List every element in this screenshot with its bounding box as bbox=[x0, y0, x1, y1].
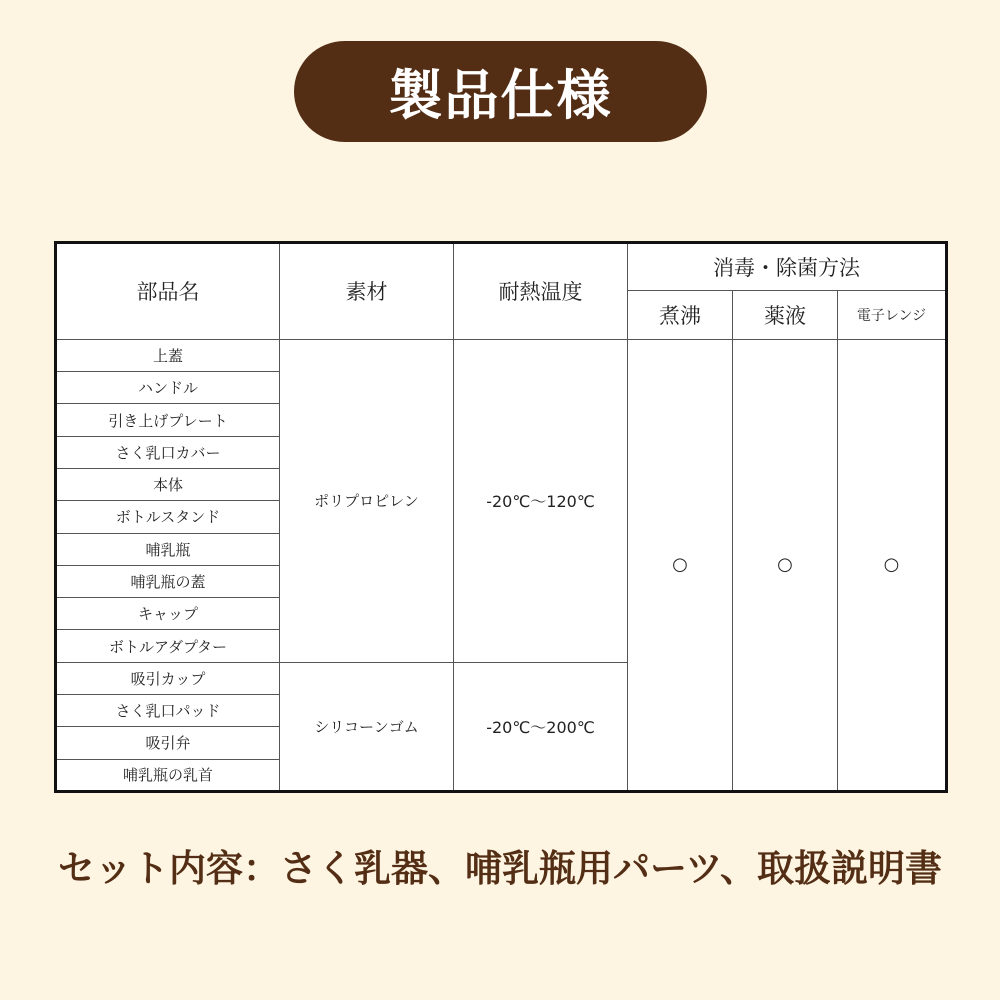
part-row: ボトルアダプター bbox=[56, 630, 280, 662]
set-contents-text: セット内容：さく乳器、哺乳瓶用パーツ、取扱説明書 bbox=[58, 847, 942, 890]
boiling-mark: ○ bbox=[628, 339, 733, 791]
part-row: 吸引弁 bbox=[56, 727, 280, 759]
part-row: 引き上げプレート bbox=[56, 404, 280, 436]
material-cell: シリコーンゴム bbox=[280, 662, 454, 791]
header-material: 素材 bbox=[280, 243, 454, 340]
title-banner bbox=[294, 41, 707, 142]
part-row: さく乳口カバー bbox=[56, 436, 280, 468]
part-row: 哺乳瓶 bbox=[56, 533, 280, 565]
material-cell: ポリプロピレン bbox=[280, 339, 454, 662]
header-heat-resistance: 耐熱温度 bbox=[454, 243, 628, 340]
header-sterilization: 消毒・除菌方法 bbox=[628, 243, 947, 291]
part-row: 上蓋 bbox=[56, 339, 280, 371]
header-part-name: 部品名 bbox=[56, 243, 280, 340]
header-microwave: 電子レンジ bbox=[838, 291, 947, 339]
part-row: 哺乳瓶の蓋 bbox=[56, 565, 280, 597]
part-row: 哺乳瓶の乳首 bbox=[56, 759, 280, 791]
part-row: さく乳口パッド bbox=[56, 694, 280, 726]
microwave-mark: ○ bbox=[838, 339, 947, 791]
temperature-cell: -20℃〜200℃ bbox=[454, 662, 628, 791]
spec-table bbox=[54, 241, 948, 793]
temperature-cell: -20℃〜120℃ bbox=[454, 339, 628, 662]
part-row: 吸引カップ bbox=[56, 662, 280, 694]
page-title: 製品仕様 bbox=[388, 64, 613, 127]
part-row: ハンドル bbox=[56, 372, 280, 404]
part-row: ボトルスタンド bbox=[56, 501, 280, 533]
header-chemical: 薬液 bbox=[733, 291, 838, 339]
part-row: キャップ bbox=[56, 598, 280, 630]
part-row: 本体 bbox=[56, 469, 280, 501]
header-boiling: 煮沸 bbox=[628, 291, 733, 339]
chemical-mark: ○ bbox=[733, 339, 838, 791]
